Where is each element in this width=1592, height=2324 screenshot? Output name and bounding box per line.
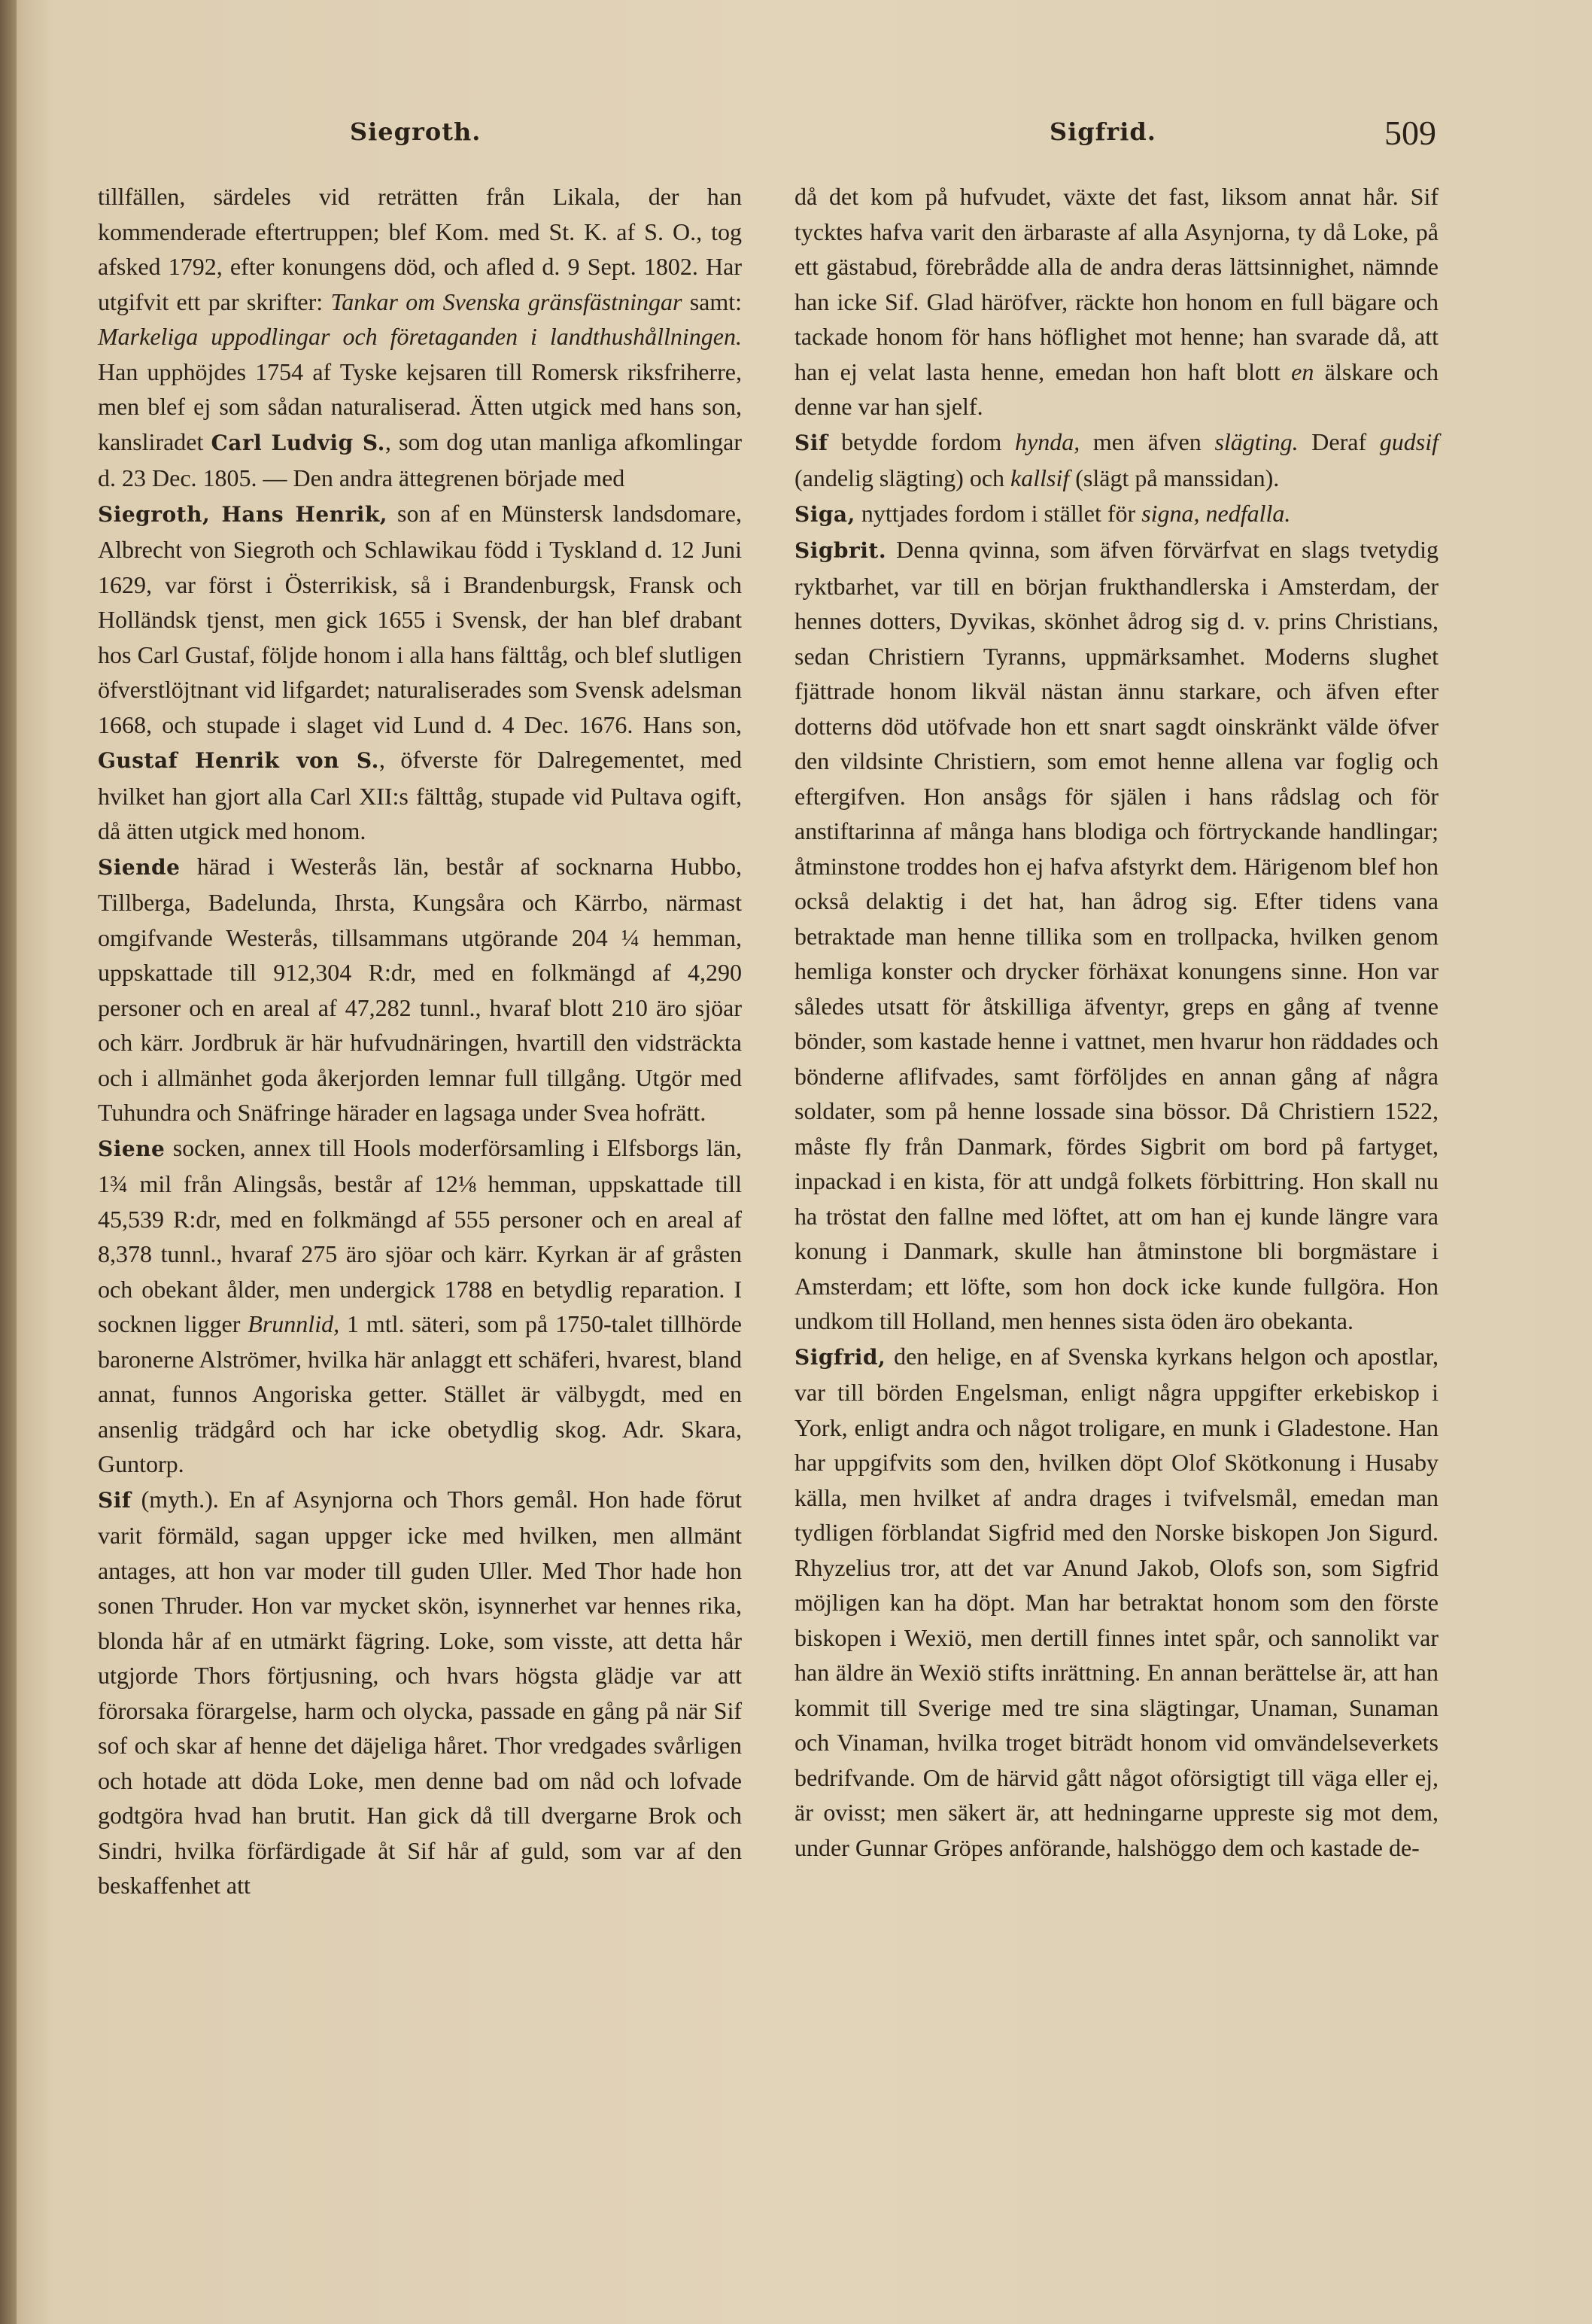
entry-sigbrit: Sigbrit. Denna qvinna, som äfven förvärfvat en slags tvetydig ryktbarhet, var till en början frukthandlerska i Amsterdam, der hennes dotters, Dyvikas, skönhet ådrog sig d. v. prins Christians, sedan Christiern Tyranns, uppmärksamhet. Moderns slughet fjättrade honom likväl nästan ännu starkare, och äfven efter dotterns död utöfvade hon ett snart sagdt oinskränkt välde öfver den vildsinte Christiern, som emot henne allena var foglig och eftergifven. Hon ansågs för själen i hans rådslag och för anstiftarinna af många hans blodiga och förtryckande handlingar; åtminstone troddes hon ej hafva afstyrkt dem. Härigenom blef hon också delaktig i det hat, han ådrog sig. Efter tidens vana betraktade man henne tillika som en trollpacka, hvilken genom hemliga konster och drycker förhäxat konungens sinne. Hon var således utsatt för åtskilliga äfventyr, greps en gång af tvenne bönder, som kastade henne i vattnet, men hvarur hon räddades och bönderne aflifvades, samt förföljdes en annan gång af några soldater, som på henne lossade sina bössor. Då Christiern 1522, måste fly från Danmark, fördes Sigbrit om bord på fartyget, inpackad i en kista, för att undgå folkets förbittring. Hon skall nu ha tröstat den fallne med löftet, att om han ej kunde längre vara konung i Danmark, skulle han åtminstone bli borgmästare i Amsterdam; ett löfte, som hon dock icke kunde fullgöra. Hon undkom till Holland, men hennes sista öden äro obekanta. bbox=[794, 536, 1439, 1334]
running-header bbox=[90, 113, 1445, 166]
page-number: 509 bbox=[1384, 114, 1436, 152]
right-column bbox=[794, 179, 1439, 1865]
entry-sif-continued: då det kom på hufvudet, växte det fast, liksom annat hår. Sif tycktes hafva varit den ärbaraste af alla Asynjorna, ty då Loke, på ett gästabud, förebrådde alla de andra deras lättsinnighet, nämnde han icke Sif. Glad häröfver, räckte hon honom en full bägare och tackade honom för hans höflighet mot henne; han svarade då, att han ej velat lasta henne, emedan hon haft blott en älskare och denne var han sjelf. bbox=[794, 183, 1439, 420]
entry-sif-word: Sif betydde fordom hynda, men äfven slägting. Deraf gudsif (andelig slägting) och kallsif (slägt på manssidan). bbox=[794, 427, 1439, 491]
entry-siende: Siende härad i Westerås län, består af socknarna Hubbo, Tillberga, Badelunda, Ihrsta, Kungsåra och Kärrbo, närmast omgifvande Westerås, tillsammans utgörande 204 ¼ hemman, uppskattade till 912,304 R:dr, med en folkmängd af 4,290 personer och en areal af 47,282 tunnl., hvaraf blott 210 äro sjöar och kärr. Jordbruk är här hufvudnäringen, hvartill den vidsträckta och i allmänhet goda åkerjorden lemnar full tillgång. Utgör med Tuhundra och Snäfringe härader en lagsaga under Svea hofrätt. bbox=[98, 852, 742, 1126]
subheadword-gustaf-henrik: Gustaf Henrik von S. bbox=[98, 748, 379, 773]
book-spine bbox=[0, 0, 17, 2324]
headword-siende: Siende bbox=[98, 854, 181, 880]
headword-sigbrit: Sigbrit. bbox=[794, 538, 887, 563]
headword-siegroth-hans-henrik: Siegroth, Hans Henrik, bbox=[98, 501, 388, 527]
entry-sif-myth: Sif (myth.). En af Asynjorna och Thors gemål. Hon hade förut varit förmäld, sagan uppger icke med hvilken, men allmänt antages, att hon var moder till guden Uller. Med Thor hade hon sonen Thruder. Hon var mycket skön, isynnerhet var hennes rika, blonda hår af en utmärkt fägring. Loke, som visste, att detta hår utgjorde Thors förtjusning, och hvars högsta glädje var att förorsaka förargelse, harm och olycka, passade en gång på när Sif sof och skar af henne det däjeliga håret. Thor vredgades svårligen och hotade att döda Loke, men denne bad om nåd och lofvade godtgöra hvad han brutit. Han gick då till dvergarne Brok och Sindri, hvilka förfärdigade åt Sif hår af guld, som var af den beskaffenhet att bbox=[98, 1485, 742, 1899]
headword-sigfrid: Sigfrid, bbox=[794, 1344, 886, 1370]
left-column bbox=[98, 179, 742, 1903]
entry-siene: Siene socken, annex till Hools moderförsamling i Elfsborgs län, 1¾ mil från Alingsås, består af 12⅛ hemman, uppskattade till 45,539 R:dr, med en folkmängd af 555 personer och en areal af 8,378 tunnl., hvaraf 275 äro sjöar och kärr. Kyrkan är af gråsten och obekant ålder, men undergick 1788 en betydlig reparation. I socknen ligger Brunnlid, 1 mtl. säteri, som på 1750-talet tillhörde baronerne Alströmer, hvilka här anlaggt ett schäferi, hvarest, bland annat, funnos Angoriska getter. Stället är välbygdt, med en ansenlig trädgård och har icke obetydlig skog. Adr. Skara, Guntorp. bbox=[98, 1133, 743, 1477]
subheadword-carl-ludvig: Carl Ludvig S. bbox=[211, 430, 385, 455]
entry-sigfrid: Sigfrid, den helige, en af Svenska kyrkans helgon och apostlar, var till börden Engelsman, enligt några uppgifter erkebiskop i York, enligt andra och något troligare, en munk i Gladestone. Han har uppgifvits som den, hvilken döpt Olof Skötkonung i Husaby källa, men hvilket af andra drages i tvifvelsmål, emedan man tydligen förblandat Sigfrid med den Norske biskopen Jon Sigurd. Rhyzelius tror, att det var Anund Jakob, Olofs son, som Sigfrid möjligen kan ha döpt. Man har betraktat honom som den förste biskopen i Wexiö, men dertill finnes intet spår, och sannolikt var han äldre än Wexiö stifts inrättning. En annan berättelse är, att han kommit till Sverige med tre sina slägtingar, Unaman, Sunaman och Vinaman, hvilka troget biträdt honom vid omvändelseverkets bedrifvande. Om de härvid gått något oförsigtigt till väga eller ej, är ovisst; men säkert är, att hedningarne uppreste sig mot dem, under Gunnar Gröpes anförande, halshöggo dem och kastade de- bbox=[794, 1342, 1439, 1861]
headword-siga: Siga, bbox=[794, 501, 855, 527]
entry-siga: Siga, nyttjades fordom i stället för signa, nedfalla. bbox=[794, 499, 1291, 527]
left-running-headword: Siegroth. bbox=[350, 117, 482, 146]
headword-siene: Siene bbox=[98, 1136, 166, 1161]
entry-siegroth-continued: tillfällen, särdeles vid reträtten från Likala, der han kommenderade eftertruppen; blef Kom. med St. K. af S. O., tog afsked 1792, efter konungens död, och afled d. 9 Sept. 1802. Har utgifvit ett par skrifter: Tankar om Svenska gränsfästningar samt: Markeliga uppodlingar och företaganden i landthushållningen. Han upphöjdes 1754 af Tyske kejsaren till Romersk riksfriherre, men blef ej som sådan naturaliserad. Ätten utgick med hans son, kansliradet Carl Ludvig S., som dog utan manliga afkomlingar d. 23 Dec. 1805. — Den andra ättegrenen började med bbox=[98, 183, 743, 491]
headword-sif: Sif bbox=[98, 1487, 132, 1513]
right-running-headword: Sigfrid. bbox=[1050, 117, 1156, 146]
entry-siegroth-hans-henrik: Siegroth, Hans Henrik, son af en Münstersk landsdomare, Albrecht von Siegroth och Schlawikau född i Tyskland d. 12 Juni 1629, var först i Österrikisk, så i Brandenburgsk, Fransk och Holländsk tjenst, men gick 1655 i Svensk, der han blef drabant hos Carl Gustaf, följde honom i alla hans fälttåg, och blef slutligen öfverstlöjtnant vid lifgardet; naturaliserades som Svensk adelsman 1668, och stupade i slaget vid Lund d. 4 Dec. 1676. Hans son, Gustaf Henrik von S., öfverste för Dalregementet, med hvilket han gjort alla Carl XII:s fälttåg, stupade vid Pultava ogift, då ätten utgick med honom. bbox=[98, 499, 742, 844]
headword-sif-word: Sif bbox=[794, 430, 828, 455]
